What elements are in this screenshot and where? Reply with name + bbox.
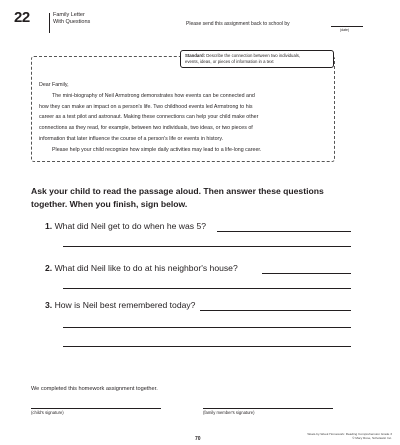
child-signature-caption: (child's signature) [31,410,64,415]
standard-text-line1: Describe the connection between two individuals, [206,53,301,58]
question-text: What did Neil like to do at his neighbor's house? [54,263,238,273]
header-label-line2: With Questions [53,19,91,25]
instructions-line2: together. When you finish, sign below. [31,199,188,210]
letter-paragraph-2: Please help your child recognize how simple daily activities may lead to a life-long career. [52,146,262,153]
question-2 [45,263,238,273]
header-label [53,12,90,26]
answer-line-3c[interactable] [63,346,351,347]
letter-salutation: Dear Family, [39,82,69,88]
credit-line1: Week-by-Week Homework: Reading Comprehension Grade 3 [307,432,392,436]
answer-line-1a[interactable] [217,231,351,232]
letter-line: information that later influence the course of a person's life or events in history. [39,135,224,142]
instructions [31,185,361,212]
letter-line: The mini-biography of Neil Armstrong demonstrates how events can be connected and [52,92,255,99]
question-number: 2. [45,263,53,273]
standard-text-line2: events, ideas, or pieces of information in a text [185,58,274,64]
instructions-line1: Ask your child to read the passage aloud. Then answer these questions [31,186,324,196]
family-signature-caption: (family member's signature) [203,410,255,415]
answer-line-2a[interactable] [262,273,351,274]
credit-line [286,432,392,440]
standard-box [180,50,334,68]
completed-statement: We completed this homework assignment together. [31,386,158,392]
date-caption: (date) [340,28,350,32]
answer-line-3a[interactable] [200,310,351,311]
question-text: How is Neil best remembered today? [54,300,196,310]
date-line[interactable] [331,26,363,27]
send-back-text: Please send this assignment back to school by [186,21,290,27]
question-3 [45,300,195,310]
footer-page-number: 70 [195,436,201,442]
child-signature-line[interactable] [31,408,161,409]
letter-line: how they can make an impact on a person's life. Two childhood events led Armstrong to his [39,103,253,110]
answer-line-1b[interactable] [63,246,351,247]
letter-line: connections as they read, for example, between two individuals, two ideas, or two pieces of [39,125,253,132]
standard-label: Standard: [185,53,206,58]
letter-line: career as a test pilot and astronaut. Making these connections can help your child make other [39,114,259,121]
question-1 [45,221,206,231]
header-label-line1: Family Letter [53,12,85,18]
question-text: What did Neil get to do when he was 5? [54,221,206,231]
credit-line2: © Mary Rose, Scholastic Inc. [352,436,392,440]
page-number: 22 [14,9,30,26]
family-signature-line[interactable] [203,408,333,409]
answer-line-3b[interactable] [63,327,351,328]
question-number: 1. [45,221,53,231]
answer-line-2b[interactable] [63,288,351,289]
question-number: 3. [45,300,53,310]
header-divider [49,13,50,33]
letter-body [39,80,329,156]
